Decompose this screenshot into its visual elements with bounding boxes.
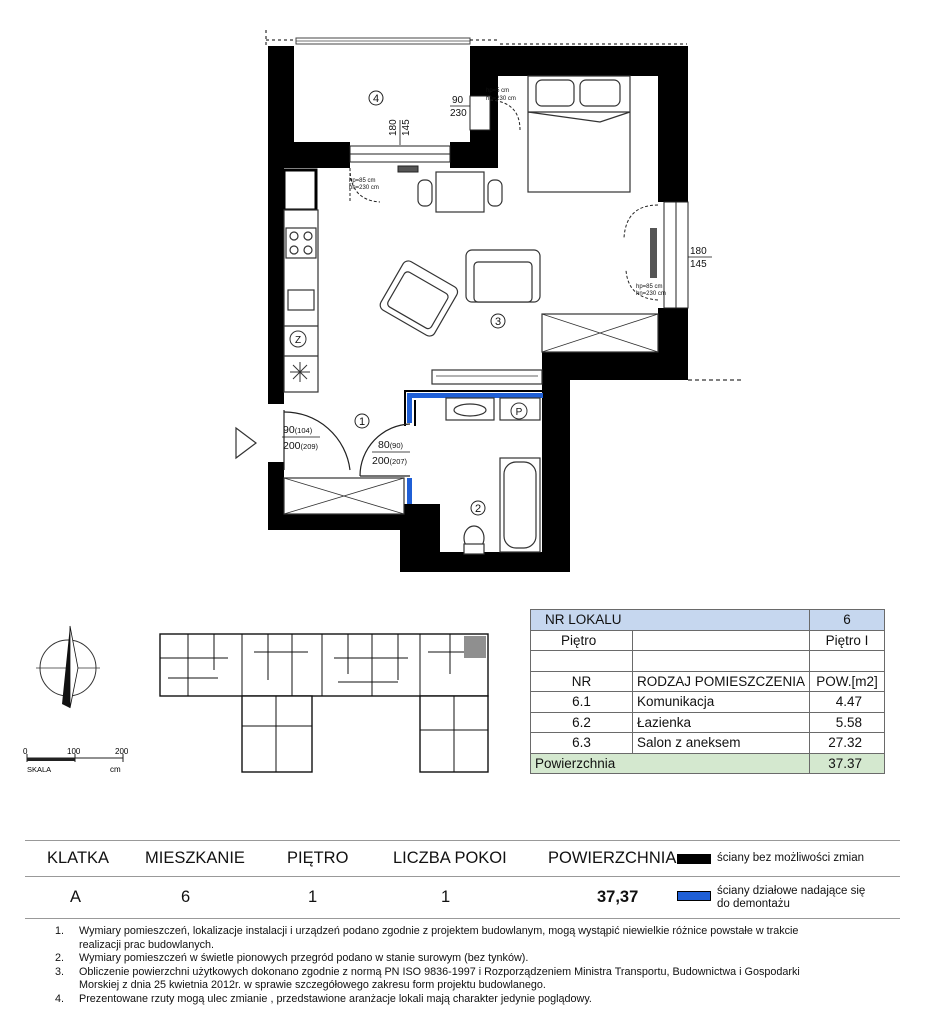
scale-tick-200: 200 bbox=[115, 747, 129, 756]
col-area-header: POW.[m2] bbox=[809, 671, 884, 692]
col-nr-header: NR bbox=[531, 671, 633, 692]
row-nr: 6.1 bbox=[531, 692, 633, 713]
window-1-hp: hp=85 cm bbox=[349, 178, 376, 184]
table-row bbox=[531, 733, 885, 754]
note-text: Wymiary pomieszczeń w świetle pionowych przegród podano w stanie surowym (bez tynków). bbox=[79, 952, 529, 965]
key-plan bbox=[158, 630, 492, 776]
note-number: 4. bbox=[55, 993, 65, 1005]
washer-letter: P bbox=[515, 407, 523, 418]
note-text: Wymiary pomieszczeń, lokalizacje instalacji i urządzeń podano zgodnie z projektem budowlanym, mogą wystąpić niewielkie różnice powstałe w trakcie bbox=[79, 925, 799, 937]
row-name: Komunikacja bbox=[632, 692, 809, 713]
note-text: realizacji prac budowlanych. bbox=[79, 938, 215, 951]
col-type-header: RODZAJ POMIESZCZENIA bbox=[632, 671, 809, 692]
scale-tick-0: 0 bbox=[23, 747, 28, 756]
window-2-hn: hn=230 cm bbox=[636, 291, 666, 297]
row-name: Łazienka bbox=[632, 712, 809, 733]
note-text: Morskiej z dnia 25 kwietnia 2012r. w sprawie szczegółowego zakresu form projektu budowlanego. bbox=[79, 979, 546, 992]
bath-door-width-raw: (90) bbox=[389, 441, 404, 450]
summary-value-pietro: 1 bbox=[308, 888, 318, 906]
balcony-door-width: 90 bbox=[452, 95, 464, 106]
total-area-label: Powierzchnia bbox=[531, 753, 810, 774]
svg-text:90(104) bbox=[283, 424, 313, 436]
floor-value: Piętro I bbox=[809, 630, 884, 651]
room-number-3: 3 bbox=[494, 316, 502, 328]
balcony-window-width: 180 bbox=[388, 119, 399, 136]
right-window-width: 180 bbox=[690, 246, 707, 257]
legend-text-blue: ściany działowe nadające się do demontażu bbox=[717, 885, 866, 910]
summary-value-liczba-pokoi: 1 bbox=[441, 888, 451, 906]
floor-label: Piętro bbox=[531, 630, 633, 651]
summary-header-pietro: PIĘTRO bbox=[287, 849, 349, 867]
bed-door-hn: hn=230 cm bbox=[486, 96, 516, 102]
balcony-window-height: 145 bbox=[401, 119, 412, 136]
summary-value-powierzchnia: 37,37 bbox=[597, 888, 639, 906]
legend-swatch-blue bbox=[677, 891, 711, 901]
summary-header-mieszkanie: MIESZKANIE bbox=[145, 849, 245, 867]
row-area: 4.47 bbox=[809, 692, 884, 713]
note-text: Prezentowane rzuty mogą ulec zmianie , przedstawione aranżacje lokali mają charakter jedynie poglądowy. bbox=[79, 993, 592, 1005]
svg-text:80(90) bbox=[378, 439, 404, 451]
row-area: 5.58 bbox=[809, 712, 884, 733]
table-row bbox=[531, 712, 885, 733]
entry-door-height-raw: (209) bbox=[300, 442, 319, 451]
balcony-door-height: 230 bbox=[450, 108, 467, 119]
scale-tick-100: 100 bbox=[67, 747, 81, 756]
summary-header-powierzchnia: POWIERZCHNIA bbox=[548, 849, 677, 867]
apartment-number-value: 6 bbox=[809, 610, 884, 631]
total-area-value: 37.37 bbox=[809, 753, 884, 774]
note-number: 3. bbox=[55, 965, 65, 978]
note-number: 1. bbox=[55, 925, 65, 937]
window-2-hp: hp=85 cm bbox=[636, 284, 663, 290]
window-1-hn: hn=230 cm bbox=[349, 185, 379, 191]
scale-bar bbox=[20, 744, 140, 778]
entry-door-width: 90 bbox=[283, 424, 295, 436]
summary-value-mieszkanie: 6 bbox=[181, 888, 191, 906]
room-number-2: 2 bbox=[474, 503, 482, 515]
svg-text:200(209) bbox=[283, 440, 319, 452]
entry-door-height: 200 bbox=[283, 440, 301, 452]
fridge-letter: Z bbox=[294, 335, 302, 346]
bed-door-hp: hp=5 cm bbox=[486, 88, 510, 94]
entrance-arrow-icon bbox=[236, 428, 256, 458]
legend-text-black: ściany bez możliwości zmian bbox=[717, 852, 864, 864]
bath-door-height: 200 bbox=[372, 455, 390, 467]
right-window-height: 145 bbox=[690, 259, 707, 270]
table-row bbox=[531, 692, 885, 713]
scale-label: SKALA bbox=[27, 765, 52, 774]
row-name: Salon z aneksem bbox=[632, 733, 809, 754]
room-number-1: 1 bbox=[358, 416, 366, 428]
compass-icon bbox=[30, 624, 110, 714]
summary-header-liczba-pokoi: LICZBA POKOI bbox=[393, 849, 507, 867]
row-nr: 6.2 bbox=[531, 712, 633, 733]
apartment-number-label: NR LOKALU bbox=[531, 610, 810, 631]
note-number: 2. bbox=[55, 952, 65, 965]
summary-value-klatka: A bbox=[70, 888, 82, 906]
row-nr: 6.3 bbox=[531, 733, 633, 754]
balcony bbox=[266, 30, 687, 46]
scale-unit: cm bbox=[110, 765, 121, 774]
summary-header-klatka: KLATKA bbox=[47, 849, 110, 867]
bath-door-height-raw: (207) bbox=[389, 457, 408, 466]
svg-text:200(207) bbox=[372, 455, 408, 467]
legend-swatch-black bbox=[677, 854, 711, 864]
note-text: Obliczenie powierzchni użytkowych dokonano zgodnie z normą PN ISO 9836-1997 i Rozporządzeniem Ministra Transportu, Budownictwa i Gospodarki bbox=[79, 965, 800, 978]
room-number-4: 4 bbox=[372, 93, 380, 105]
room-area-table bbox=[530, 609, 885, 774]
key-plan-highlight bbox=[464, 636, 486, 658]
row-area: 27.32 bbox=[809, 733, 884, 754]
bath-door-width: 80 bbox=[378, 439, 390, 451]
entry-door-width-raw: (104) bbox=[294, 426, 313, 435]
